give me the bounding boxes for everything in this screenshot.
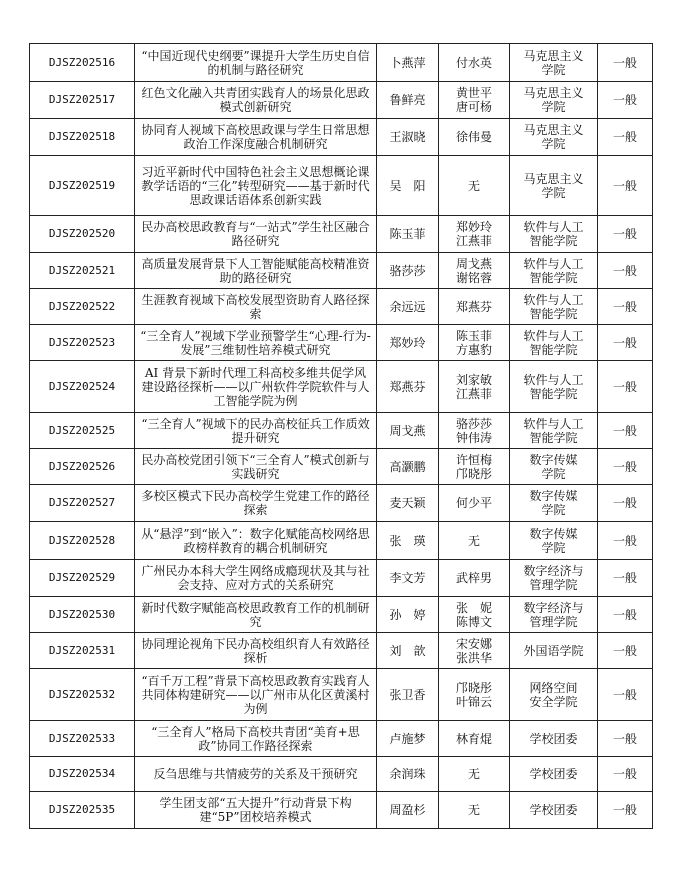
project-title-cell: 新时代数字赋能高校思政教育工作的机制研究 <box>135 597 377 633</box>
department-cell <box>510 485 598 522</box>
member-name: 叶锦云 <box>455 694 492 709</box>
project-level-cell: 一般 <box>598 413 653 449</box>
table-row <box>30 289 653 325</box>
table-row <box>30 325 653 361</box>
project-level-cell: 一般 <box>598 44 653 82</box>
project-leader-cell: 孙 婷 <box>377 597 439 633</box>
project-level-cell: 一般 <box>598 119 653 156</box>
member-name: 何少平 <box>455 496 492 510</box>
department-line: 学校团委 <box>529 803 578 817</box>
table-row <box>30 522 653 560</box>
department-line: 软件与人工 <box>523 328 584 343</box>
department-cell <box>510 289 598 325</box>
project-level-cell: 一般 <box>598 721 653 757</box>
project-leader-cell: 骆莎莎 <box>377 253 439 289</box>
project-members-cell <box>439 253 510 289</box>
department-line: 智能学院 <box>529 430 578 445</box>
project-members-cell <box>439 669 510 721</box>
project-code-cell: DJSZ202535 <box>30 792 135 829</box>
project-members-cell <box>439 757 510 792</box>
project-members-cell <box>439 119 510 156</box>
project-code-cell: DJSZ202521 <box>30 253 135 289</box>
department-cell <box>510 757 598 792</box>
project-code-cell: DJSZ202529 <box>30 560 135 597</box>
project-level-cell: 一般 <box>598 289 653 325</box>
table-row <box>30 216 653 253</box>
member-name: 陈博文 <box>455 614 492 629</box>
member-name: 钟伟涛 <box>455 430 492 445</box>
project-leader-cell: 刘 歆 <box>377 633 439 669</box>
project-title-cell: 从“悬浮”到“嵌入”：数字化赋能高校网络思政榜样教育的耦合机制研究 <box>135 522 377 560</box>
department-line: 马克思主义 <box>523 86 584 100</box>
project-code-cell: DJSZ202532 <box>30 669 135 721</box>
department-line: 马克思主义 <box>523 48 584 63</box>
department-line: 数字传媒 <box>529 452 578 467</box>
member-name: 郑燕芬 <box>455 299 492 314</box>
department-cell <box>510 633 598 669</box>
table-row <box>30 361 653 413</box>
department-line: 智能学院 <box>529 386 578 401</box>
project-title-cell: 红色文化融入共青团实践育人的场景化思政模式创新研究 <box>135 82 377 119</box>
member-name: 江燕菲 <box>455 386 492 401</box>
table-row <box>30 485 653 522</box>
project-level-cell: 一般 <box>598 216 653 253</box>
table-row <box>30 44 653 82</box>
project-leader-cell: 卜燕萍 <box>377 44 439 82</box>
project-title-cell: 高质量发展背景下人工智能赋能高校精准资助的路径研究 <box>135 253 377 289</box>
project-code-cell: DJSZ202523 <box>30 325 135 361</box>
member-name: 无 <box>467 178 480 193</box>
table-row <box>30 669 653 721</box>
department-line: 管理学院 <box>529 578 578 592</box>
table-row <box>30 757 653 792</box>
project-level-cell: 一般 <box>598 449 653 485</box>
department-cell <box>510 325 598 361</box>
project-leader-cell: 郑燕芬 <box>377 361 439 413</box>
project-members-cell <box>439 361 510 413</box>
project-leader-cell: 陈玉菲 <box>377 216 439 253</box>
department-line: 管理学院 <box>529 614 578 629</box>
department-line: 学校团委 <box>529 731 578 746</box>
project-code-cell: DJSZ202517 <box>30 82 135 119</box>
project-members-cell <box>439 560 510 597</box>
project-members-cell <box>439 216 510 253</box>
department-cell <box>510 413 598 449</box>
project-title-cell: “三全育人”视域下学业预警学生“心理-行为-发展”三维韧性培养模式研究 <box>135 325 377 361</box>
department-line: 数字传媒 <box>529 489 578 503</box>
project-level-cell: 一般 <box>598 792 653 829</box>
project-title-cell: 民办高校思政教育与“一站式”学生社区融合路径研究 <box>135 216 377 253</box>
project-level-cell: 一般 <box>598 485 653 522</box>
project-members-cell <box>439 485 510 522</box>
project-level-cell: 一般 <box>598 361 653 413</box>
project-members-cell <box>439 413 510 449</box>
department-line: 数字经济与 <box>523 600 584 615</box>
project-list-table <box>29 43 653 829</box>
project-title-cell: “三全育人”格局下高校共青团“美育+思政”协同工作路径探索 <box>135 721 377 757</box>
department-cell <box>510 721 598 757</box>
project-code-cell: DJSZ202533 <box>30 721 135 757</box>
project-code-cell: DJSZ202518 <box>30 119 135 156</box>
department-line: 学院 <box>541 137 566 151</box>
department-line: 学院 <box>541 185 566 200</box>
project-members-cell <box>439 721 510 757</box>
member-name: 方惠豹 <box>455 342 492 357</box>
department-line: 软件与人工 <box>523 256 584 271</box>
table-row <box>30 560 653 597</box>
project-leader-cell: 周盈杉 <box>377 792 439 829</box>
department-line: 马克思主义 <box>523 123 584 137</box>
document-page <box>29 43 652 829</box>
project-members-cell <box>439 449 510 485</box>
department-cell <box>510 522 598 560</box>
project-level-cell: 一般 <box>598 597 653 633</box>
project-level-cell: 一般 <box>598 522 653 560</box>
project-title-cell: 学生团支部“五大提升”行动背景下构建“5P”团校培养模式 <box>135 792 377 829</box>
project-title-cell: 协同理论视角下民办高校组织育人有效路径探析 <box>135 633 377 669</box>
member-name: 郑妙玲 <box>455 220 492 234</box>
member-name: 邝晓彤 <box>455 680 492 695</box>
member-name: 无 <box>467 533 480 548</box>
member-name: 江燕菲 <box>455 234 492 248</box>
department-cell <box>510 119 598 156</box>
department-line: 智能学院 <box>529 306 578 321</box>
project-level-cell: 一般 <box>598 253 653 289</box>
department-cell <box>510 792 598 829</box>
department-line: 学院 <box>541 62 566 77</box>
project-leader-cell: 麦天颖 <box>377 485 439 522</box>
project-code-cell: DJSZ202524 <box>30 361 135 413</box>
member-name: 许恒梅 <box>455 452 492 467</box>
member-name: 刘家敏 <box>455 372 492 387</box>
project-title-cell: 民办高校党团引领下“三全育人”模式创新与实践研究 <box>135 449 377 485</box>
member-name: 张洪华 <box>455 650 492 665</box>
project-leader-cell: 吴 阳 <box>377 156 439 216</box>
department-line: 安全学院 <box>529 694 578 709</box>
member-name: 谢铭蓉 <box>455 270 492 285</box>
table-row <box>30 792 653 829</box>
project-code-cell: DJSZ202531 <box>30 633 135 669</box>
department-cell <box>510 361 598 413</box>
department-cell <box>510 216 598 253</box>
member-name: 黄世平 <box>455 86 492 100</box>
project-leader-cell: 余远远 <box>377 289 439 325</box>
member-name: 宋安娜 <box>455 636 492 651</box>
project-members-cell <box>439 325 510 361</box>
department-cell <box>510 253 598 289</box>
member-name: 无 <box>467 767 480 781</box>
project-level-cell: 一般 <box>598 633 653 669</box>
project-level-cell: 一般 <box>598 82 653 119</box>
project-level-cell: 一般 <box>598 325 653 361</box>
project-code-cell: DJSZ202519 <box>30 156 135 216</box>
department-line: 网络空间 <box>529 680 578 695</box>
table-row <box>30 633 653 669</box>
department-line: 马克思主义 <box>523 171 584 186</box>
member-name: 张 妮 <box>455 600 492 615</box>
project-title-cell: 生涯教育视域下高校发展型资助育人路径探索 <box>135 289 377 325</box>
project-title-cell: “三全育人”视域下的民办高校征兵工作质效提升研究 <box>135 413 377 449</box>
project-members-cell <box>439 156 510 216</box>
table-row <box>30 413 653 449</box>
table-row <box>30 156 653 216</box>
department-line: 软件与人工 <box>523 220 584 234</box>
member-name: 无 <box>467 803 480 817</box>
department-cell <box>510 560 598 597</box>
department-line: 学院 <box>541 466 566 481</box>
member-name: 骆莎莎 <box>455 416 492 431</box>
department-line: 智能学院 <box>529 270 578 285</box>
project-members-cell <box>439 82 510 119</box>
department-line: 数字传媒 <box>529 526 578 541</box>
member-name: 唐可杨 <box>455 100 492 114</box>
department-line: 外国语学院 <box>523 643 584 658</box>
project-code-cell: DJSZ202526 <box>30 449 135 485</box>
project-title-cell: “中国近现代史纲要”课提升大学生历史自信的机制与路径研究 <box>135 44 377 82</box>
project-leader-cell: 王淑晓 <box>377 119 439 156</box>
project-leader-cell: 卢施梦 <box>377 721 439 757</box>
project-leader-cell: 李文芳 <box>377 560 439 597</box>
project-title-cell: AI 背景下新时代理工科高校多维共促学风建设路径探析——以广州软件学院软件与人工智能学院为例 <box>135 361 377 413</box>
member-name: 陈玉菲 <box>455 328 492 343</box>
project-title-cell: 习近平新时代中国特色社会主义思想概论课教学话语的“三化”转型研究——基于新时代思政课话语体系创新实践 <box>135 156 377 216</box>
department-line: 智能学院 <box>529 234 578 248</box>
table-row <box>30 597 653 633</box>
project-title-cell: 广州民办本科大学生网络成瘾现状及其与社会支持、应对方式的关系研究 <box>135 560 377 597</box>
member-name: 武梓男 <box>455 571 492 585</box>
department-cell <box>510 82 598 119</box>
project-title-cell: 反刍思维与共情疲劳的关系及干预研究 <box>135 757 377 792</box>
project-members-cell <box>439 633 510 669</box>
table-body <box>30 44 653 829</box>
table-row <box>30 119 653 156</box>
project-level-cell: 一般 <box>598 560 653 597</box>
department-line: 学院 <box>541 503 566 517</box>
table-row <box>30 82 653 119</box>
member-name: 邝晓彤 <box>455 466 492 481</box>
project-members-cell <box>439 522 510 560</box>
member-name: 周戈燕 <box>455 256 492 271</box>
project-leader-cell: 鲁鲜亮 <box>377 82 439 119</box>
table-row <box>30 449 653 485</box>
department-line: 软件与人工 <box>523 416 584 431</box>
department-line: 学校团委 <box>529 767 578 781</box>
member-name: 林育焜 <box>455 731 492 746</box>
table-row <box>30 721 653 757</box>
department-line: 数字经济与 <box>523 564 584 578</box>
table-row <box>30 253 653 289</box>
project-title-cell: “百千万工程”背景下高校思政教育实践育人共同体构建研究——以广州市从化区黄溪村为例 <box>135 669 377 721</box>
department-line: 智能学院 <box>529 342 578 357</box>
department-line: 软件与人工 <box>523 292 584 307</box>
project-code-cell: DJSZ202534 <box>30 757 135 792</box>
project-leader-cell: 余润珠 <box>377 757 439 792</box>
member-name: 付水英 <box>455 55 492 70</box>
department-line: 软件与人工 <box>523 372 584 387</box>
project-code-cell: DJSZ202528 <box>30 522 135 560</box>
project-members-cell <box>439 44 510 82</box>
project-leader-cell: 张 瑛 <box>377 522 439 560</box>
project-code-cell: DJSZ202522 <box>30 289 135 325</box>
project-leader-cell: 张卫香 <box>377 669 439 721</box>
project-leader-cell: 周戈燕 <box>377 413 439 449</box>
department-cell <box>510 156 598 216</box>
department-cell <box>510 597 598 633</box>
department-cell <box>510 669 598 721</box>
member-name: 徐伟曼 <box>455 130 492 144</box>
department-cell <box>510 449 598 485</box>
project-code-cell: DJSZ202520 <box>30 216 135 253</box>
project-title-cell: 协同育人视域下高校思政课与学生日常思想政治工作深度融合机制研究 <box>135 119 377 156</box>
project-members-cell <box>439 289 510 325</box>
project-code-cell: DJSZ202530 <box>30 597 135 633</box>
project-level-cell: 一般 <box>598 156 653 216</box>
project-leader-cell: 郑妙玲 <box>377 325 439 361</box>
project-level-cell: 一般 <box>598 669 653 721</box>
department-line: 学院 <box>541 540 566 555</box>
department-cell <box>510 44 598 82</box>
project-members-cell <box>439 597 510 633</box>
department-line: 学院 <box>541 100 566 114</box>
project-code-cell: DJSZ202527 <box>30 485 135 522</box>
project-title-cell: 多校区模式下民办高校学生党建工作的路径探索 <box>135 485 377 522</box>
project-level-cell: 一般 <box>598 757 653 792</box>
project-leader-cell: 高灏鹏 <box>377 449 439 485</box>
project-members-cell <box>439 792 510 829</box>
project-code-cell: DJSZ202516 <box>30 44 135 82</box>
project-code-cell: DJSZ202525 <box>30 413 135 449</box>
